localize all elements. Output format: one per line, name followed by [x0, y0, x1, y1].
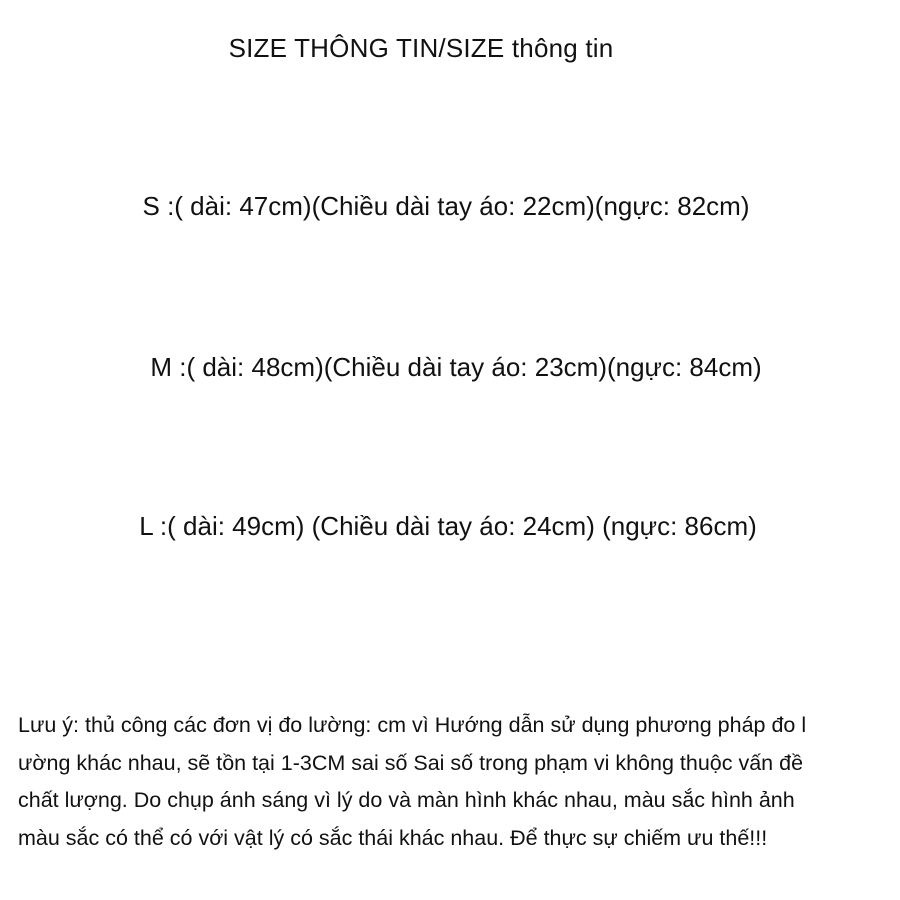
size-m-row: M :( dài: 48cm)(Chiều dài tay áo: 23cm)(ngực: 84cm) — [150, 352, 762, 382]
note-line: ường khác nhau, sẽ tồn tại 1-3CM sai số Sai số trong phạm vi không thuộc vấn đề — [18, 750, 804, 775]
page-title: SIZE THÔNG TIN/SIZE thông tin — [228, 33, 614, 63]
size-s-row: S :( dài: 47cm)(Chiều dài tay áo: 22cm)(ngực: 82cm) — [142, 191, 750, 221]
measurement-note — [18, 707, 883, 857]
note-line: màu sắc có thể có với vật lý có sắc thái khác nhau. Để thực sự chiếm ưu thế!!! — [18, 825, 768, 850]
size-l-row: L :( dài: 49cm) (Chiều dài tay áo: 24cm) (ngực: 86cm) — [139, 511, 757, 541]
note-line: chất lượng. Do chụp ánh sáng vì lý do và màn hình khác nhau, màu sắc hình ảnh — [18, 788, 795, 812]
note-line: Lưu ý: thủ công các đơn vị đo lường: cm vì Hướng dẫn sử dụng phương pháp đo l — [18, 713, 807, 737]
